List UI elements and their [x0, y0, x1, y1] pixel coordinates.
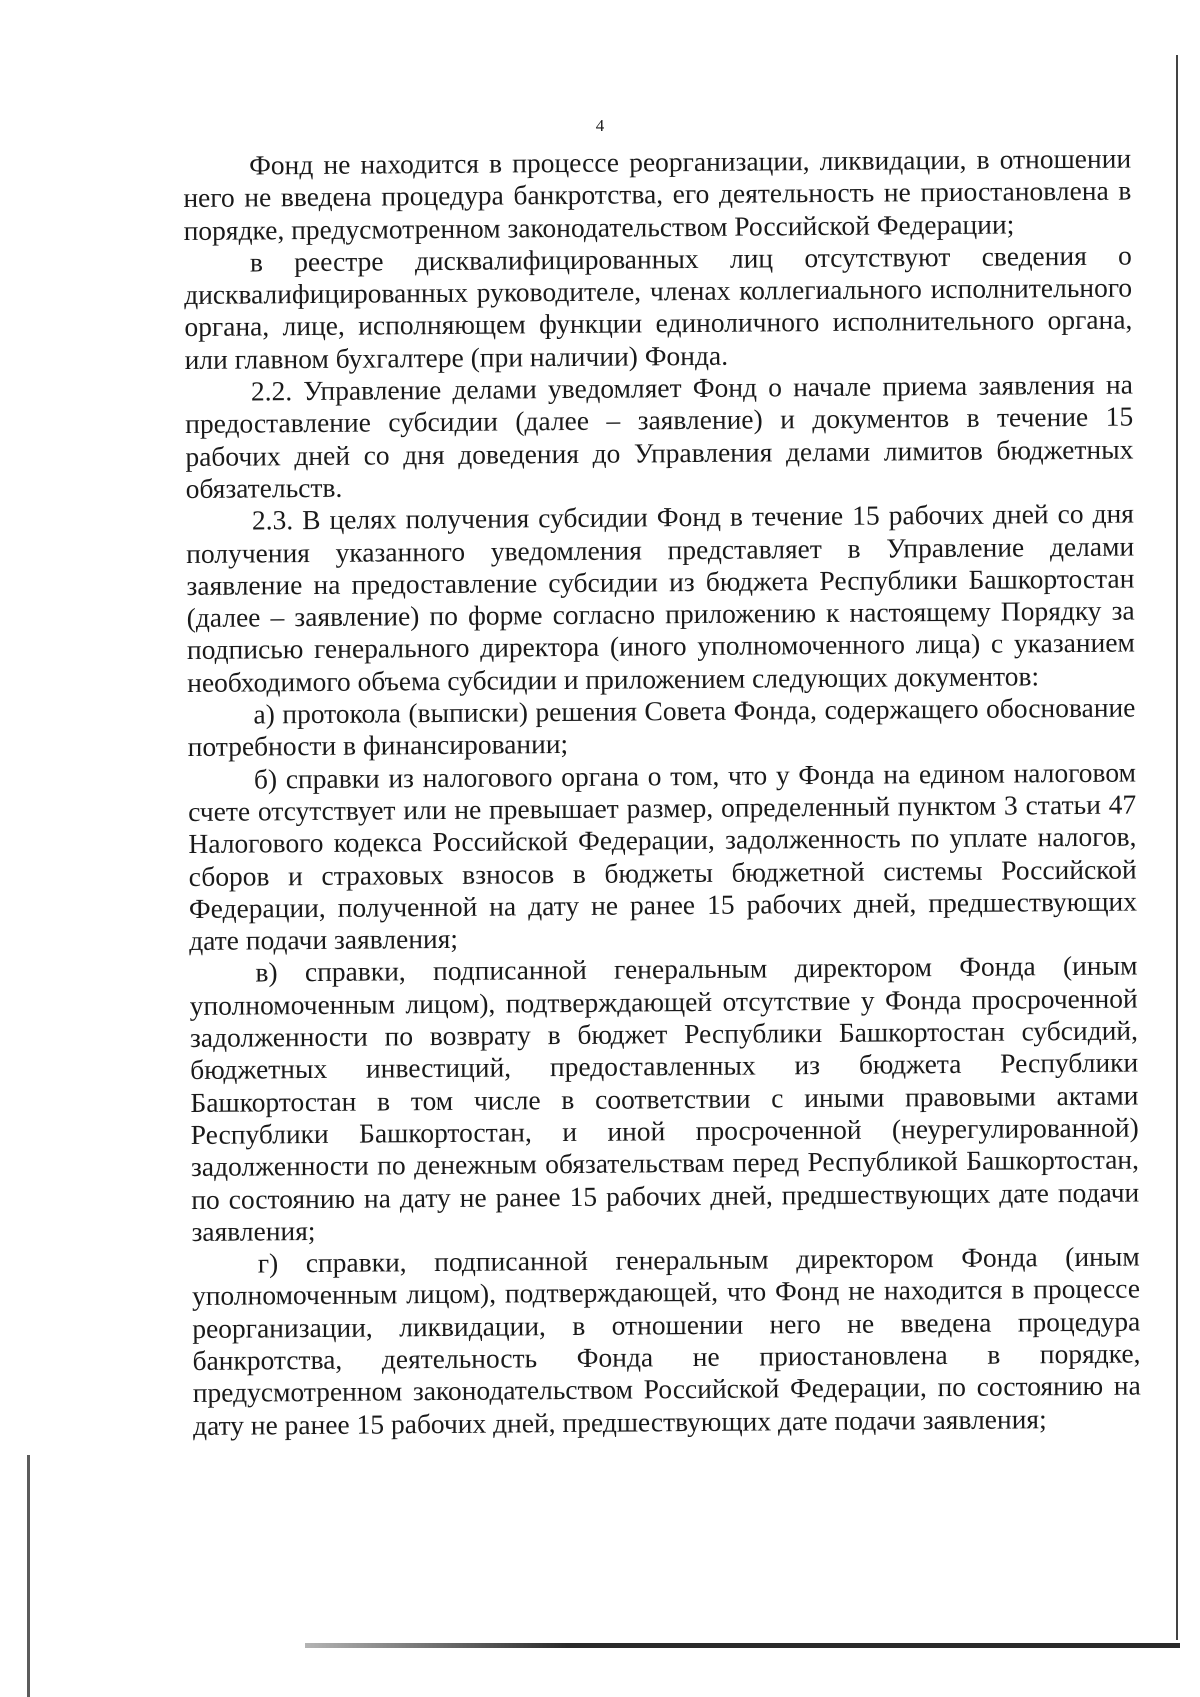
paragraph-disqualified-registry: в реестре дисквалифицированных лиц отсутствуют сведения о дисквалифицированных руководителе, членах коллегиального исполнительного органа, лице, исполняющем функции единоличного исполнительного органа, или главном бухгалтере (при наличии) Фонда.: [184, 239, 1133, 375]
scan-edge-left: [27, 1455, 30, 1697]
scan-edge-bottom: [305, 1643, 1180, 1648]
scan-edge-right: [1176, 55, 1178, 1640]
paragraph-2-3: 2.3. В целях получения субсидии Фонд в течение 15 рабочих дней со дня получения указанного уведомления представляет в Управление делами заявление на предоставление субсидии из бюджета Республики Башкортостан (далее – заявление) по форме согласно приложению к настоящему Порядку за подписью генерального директора (иного уполномоченного лица) с указанием необходимого объема субсидии и приложением следующих документов:: [186, 497, 1136, 698]
list-item-b: б) справки из налогового органа о том, что у Фонда на едином налоговом счете отсутствует или не превышает размер, определенный пунктом 3 статьи 47 Налогового кодекса Российской Федерации, задолженность по уплате налогов, сборов и страховых взносов в бюджеты бюджетной системы Российской Федерации, полученной на дату не ранее 15 рабочих дней, предшествующих дате подачи заявления;: [188, 756, 1138, 957]
document-body: [183, 143, 1141, 1442]
page-number: 4: [595, 116, 605, 135]
paragraph-fund-status: Фонд не находится в процессе реорганизации, ликвидации, в отношении него не введена процедура банкротства, его деятельность не приостановлена в порядке, предусмотренном законодательством Российской Федерации;: [183, 142, 1132, 246]
list-item-a: а) протокола (выписки) решения Совета Фонда, содержащего обоснование потребности в финансировании;: [187, 691, 1136, 763]
paragraph-2-2: 2.2. Управление делами уведомляет Фонд о начале приема заявления на предоставление субсидии (далее – заявление) и документов в течение 15 рабочих дней со дня доведения до Управления делами лимитов бюджетных обязательств.: [185, 368, 1134, 504]
list-item-v: в) справки, подписанной генеральным директором Фонда (иным уполномоченным лицом), подтверждающей отсутствие у Фонда просроченной задолженности по возврату в бюджет Республики Башкортостан субсидий, бюджетных инвестиций, предоставленных из бюджета Республики Башкортостан в том числе в соответствии с иными правовыми актами Республики Башкортостан, и иной просроченной (неурегулированной) задолженности по денежным обязательствам перед Республикой Башкортостан, по состоянию на дату не ранее 15 рабочих дней, предшествующих дате подачи заявления;: [189, 949, 1140, 1247]
list-item-g: г) справки, подписанной генеральным директором Фонда (иным уполномоченным лицом), подтверждающей, что Фонд не находится в процессе реорганизации, ликвидации, в отношении него не введена процедура банкротства, деятельность Фонда не приостановлена в порядке, предусмотренном законодательством Российской Федерации, по состоянию на дату не ранее 15 рабочих дней, предшествующих дате подачи заявления;: [191, 1240, 1141, 1441]
